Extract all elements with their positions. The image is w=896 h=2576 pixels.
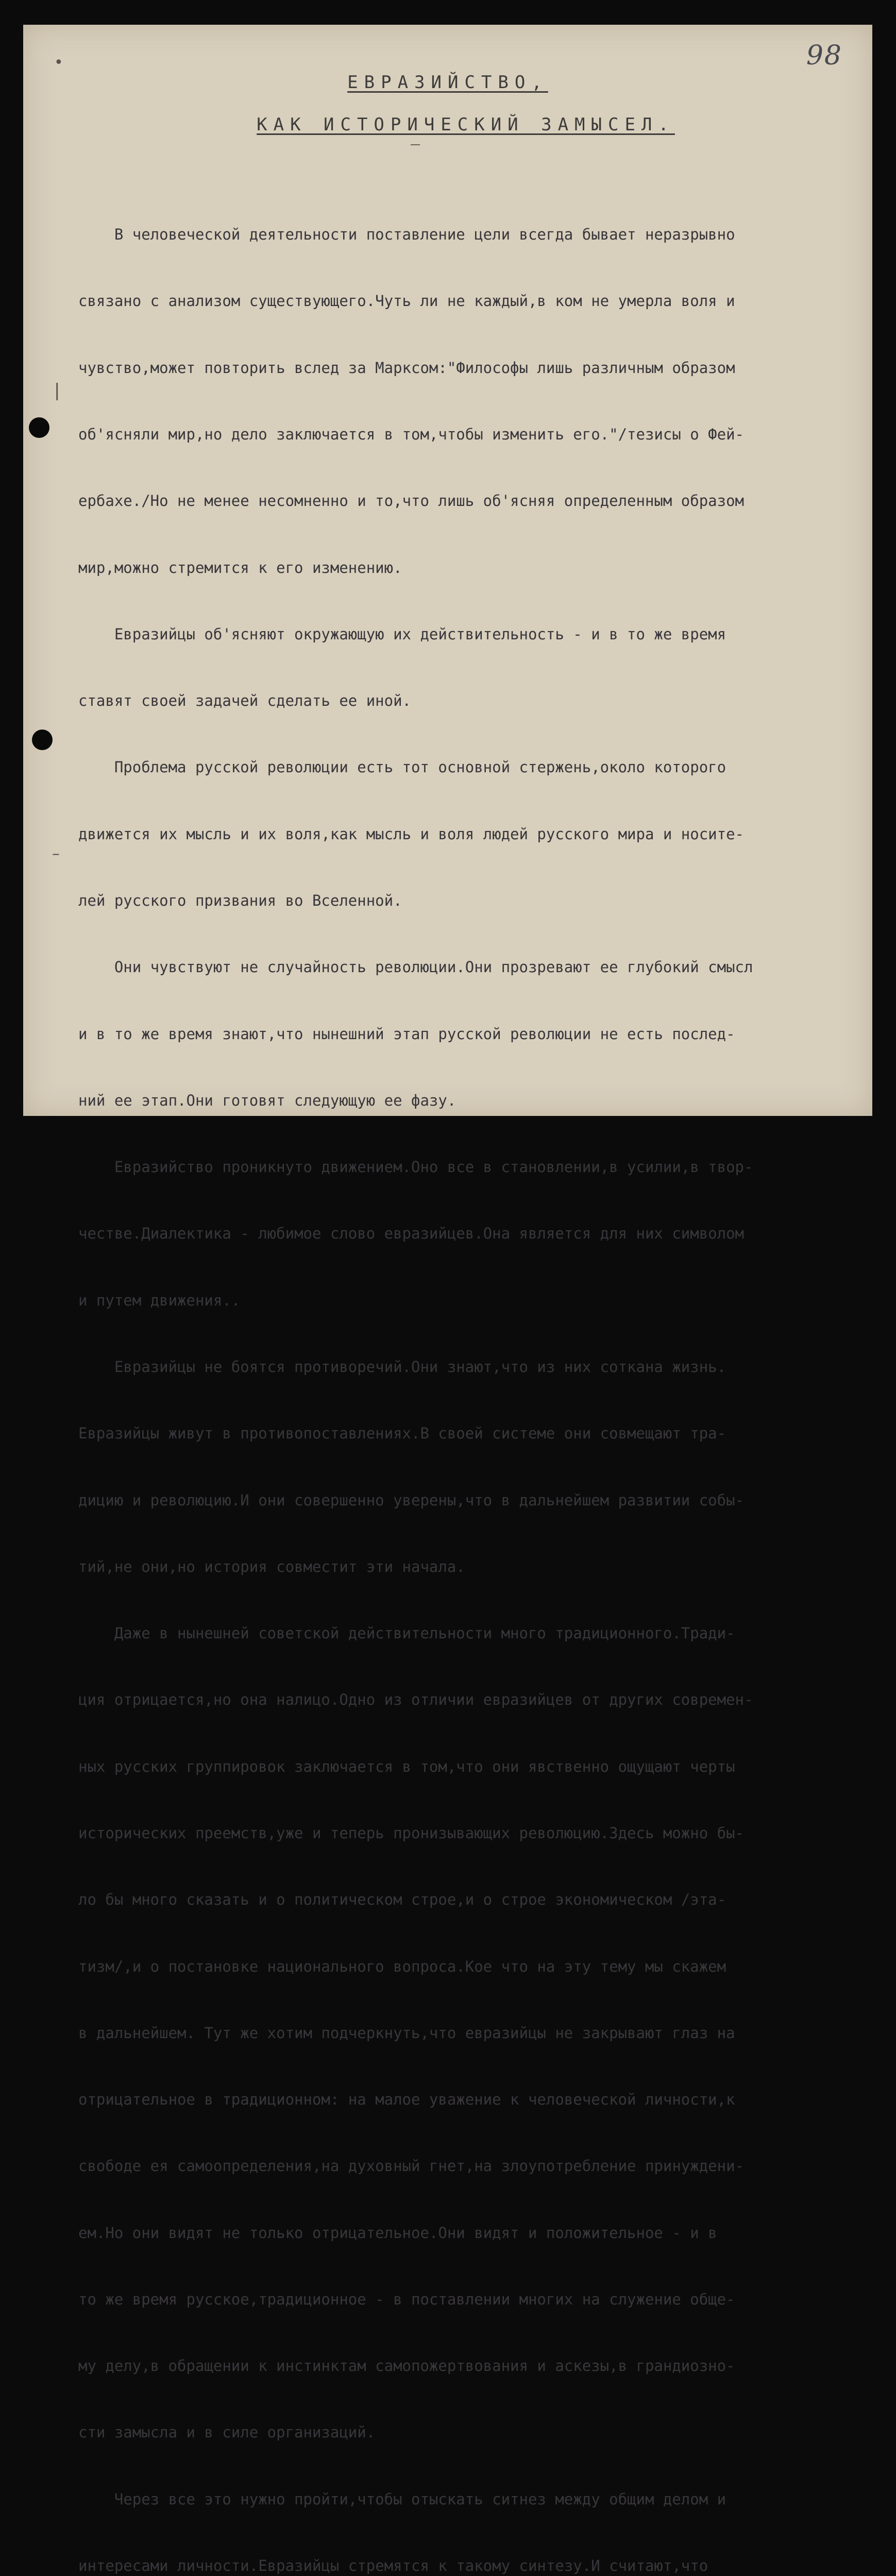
margin-dash-mark: – [52,845,60,863]
text-line: честве.Диалектика - любимое слово евразийцев.Она является для них символом [78,1225,745,1243]
text-line: связано с анализом существующего.Чуть ли не каждый,в ком не умерла воля и [78,292,735,310]
text-line: дицию и революцию.И они совершенно уверены,что в дальнейшем развитии собы- [78,1491,745,1509]
text-line: ло бы много сказать и о политическом строе,и о строе экономическом /эта- [78,1891,726,1909]
text-line: чувство,может повторить вслед за Марксом:"Философы лишь различным образом [78,359,735,377]
text-line: Евразийцы живут в противопоставлениях.В своей системе они совмещают тра- [78,1425,726,1443]
punch-hole [29,417,49,438]
text-line: то же время русское,традиционное - в поставлении многих на служение обще- [78,2290,735,2308]
text-line: лей русского призвания во Вселенной. [78,892,402,909]
text-line: отрицательное в традиционном: на малое уважение к человеческой личности,к [78,2091,735,2109]
text-line: Они чувствуют не случайность революции.Они прозревают ее глубокий смысл [78,958,753,976]
text-line: ербахе./Но не менее несомненно и то,что лишь об'ясняя определенным образом [78,492,745,510]
text-line: и путем движения.. [78,1291,241,1309]
text-line: исторических преемств,уже и теперь пронизывающих революцию.Здесь можно бы- [78,1824,745,1842]
text-line: в дальнейшем. Тут же хотим подчеркнуть,что евразийцы не закрывают глаз на [78,2024,735,2042]
text-line: мир,можно стремится к его изменению. [78,558,402,577]
text-line: Проблема русской революции есть тот основной стержень,около которого [78,758,726,776]
typewritten-page [23,25,872,2575]
text-line: тизм/,и о постановке национального вопроса.Кое что на эту тему мы скажем [78,1957,726,1975]
text-line: Через все это нужно пройти,чтобы отыскать ситнез между общим делом и [78,2490,726,2508]
text-line: движется их мысль и их воля,как мысль и воля людей русского мира и носите- [78,825,745,843]
text-line: ний ее этап.Они готовят следующую ее фазу. [78,1091,457,1109]
title-line-2: КАК ИСТОРИЧЕСКИЙ ЗАМЫСЕЛ. [257,114,675,135]
title-line-1: ЕВРАЗИЙСТВО, [347,72,548,93]
text-line: ставят своей задачей сделать ее иной. [78,692,412,710]
text-line: ция отрицается,но она налицо.Одно из отличии евразийцев от других современ- [78,1691,753,1709]
text-line: интересами личности.Евразийцы стремятся к такому синтезу.И считают,что [78,2557,708,2575]
text-line: В человеческой деятельности поставление цели всегда бывает неразрывно [78,226,735,244]
folio-number: 98 [806,40,842,71]
punch-hole [32,730,53,750]
text-line: Даже в нынешней советской действительности много традиционного.Тради- [78,1624,735,1642]
text-line: сти замысла и в силе организаций. [78,2424,376,2442]
text-line: и в то же время знают,что нынешний этап русской революции не есть послед- [78,1025,735,1043]
text-line: ных русских группировок заключается в том,что они явственно ощущают черты [78,1757,735,1775]
text-line: тий,не они,но история совместит эти начала. [78,1557,465,1575]
document-title [23,72,872,157]
text-line: Евразийство проникнуто движением.Оно все в становлении,в усилии,в твор- [78,1158,753,1176]
text-line: Евразийцы об'ясняют окружающую их действительность - и в то же время [78,625,726,643]
margin-dot-mark: • [54,54,63,72]
text-line: свободе ея самоопределения,на духовный гнет,на злоупотребление принуждени- [78,2157,745,2175]
text-line: об'ясняли мир,но дело заключается в том,чтобы изменить его."/тезисы о Фей- [78,426,745,444]
body-text [78,179,864,2576]
text-line: му делу,в обращении к инстинктам самопожертвования и аскезы,в грандиозно- [78,2357,735,2375]
text-line: ем.Но они видят не только отрицательное.Они видят и положительное - и в [78,2224,717,2242]
decorative-dash [411,144,420,145]
text-line: Евразийцы не боятся противоречий.Они знают,что из них соткана жизнь. [78,1358,726,1376]
margin-bar-mark: | [54,380,60,401]
